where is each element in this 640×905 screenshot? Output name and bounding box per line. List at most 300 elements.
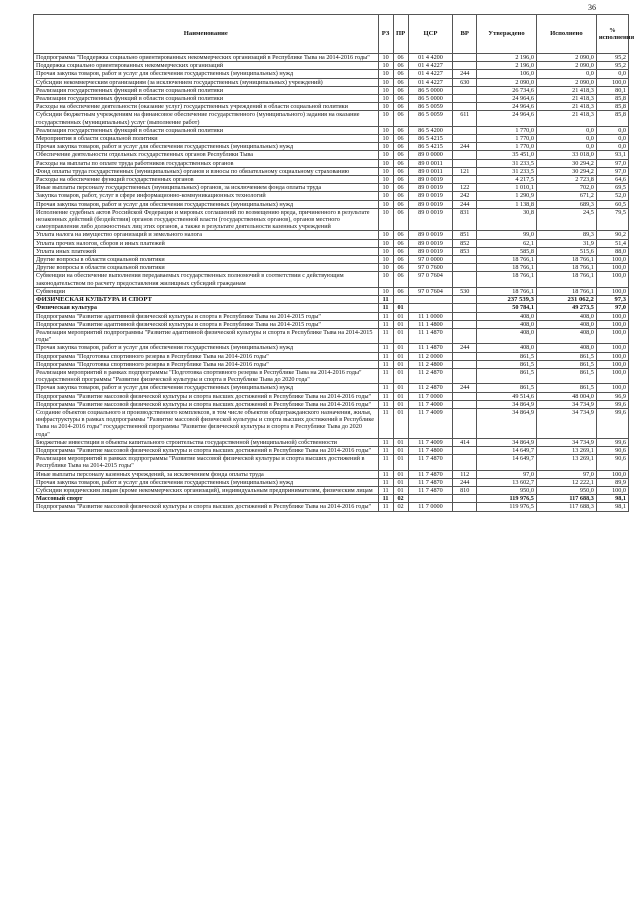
cell-approved: 1 770,0 <box>476 143 536 151</box>
table-row <box>34 159 629 167</box>
cell-executed: 515,6 <box>536 247 596 255</box>
table-row <box>34 446 629 454</box>
cell-rz: 11 <box>378 296 393 304</box>
cell-csr: 11 7 4870 <box>408 486 453 494</box>
cell-percent: 79,5 <box>596 208 628 231</box>
cell-vr <box>453 392 477 400</box>
cell-name: Уплата прочих налогов, сборов и иных платежей <box>34 239 379 247</box>
cell-percent: 0,0 <box>596 70 628 78</box>
cell-csr: 11 2 0000 <box>408 352 453 360</box>
table-row <box>34 192 629 200</box>
cell-percent: 95,2 <box>596 62 628 70</box>
cell-pr: 06 <box>393 151 408 159</box>
cell-vr <box>453 62 477 70</box>
cell-csr: 89 0 0019 <box>408 239 453 247</box>
cell-approved: 31 233,5 <box>476 159 536 167</box>
cell-percent: 85,8 <box>596 111 628 126</box>
table-row <box>34 304 629 312</box>
table-row <box>34 368 629 383</box>
cell-name: Бюджетные инвестиции в объекты капитального строительства государственной (муниципальной) собственности <box>34 438 379 446</box>
table-row <box>34 184 629 192</box>
table-row <box>34 231 629 239</box>
cell-pr: 06 <box>393 264 408 272</box>
cell-name: Прочая закупка товаров, работ и услуг для обеспечения государственных (муниципальных) нужд <box>34 478 379 486</box>
table-row <box>34 78 629 86</box>
cell-rz: 11 <box>378 320 393 328</box>
cell-percent: 100,0 <box>596 344 628 352</box>
cell-name: Прочая закупка товаров, работ и услуг для обеспечения государственных (муниципальных) нужд <box>34 384 379 392</box>
cell-name: Подпрограмма "Развитие массовой физической культуры и спорта высших достижений в Республике Тыва на 2014-2016 годы" <box>34 503 379 511</box>
cell-vr <box>453 272 477 287</box>
cell-executed: 13 269,1 <box>536 455 596 470</box>
cell-name: Субсидии бюджетным учреждениям на финансовое обеспечение государственного (муниципального) задания на оказание государственных (муниципальных) услуг (выполнение работ) <box>34 111 379 126</box>
cell-csr: 97 0 7604 <box>408 272 453 287</box>
cell-csr: 89 0 0019 <box>408 176 453 184</box>
table-row <box>34 256 629 264</box>
table-header-row <box>34 15 629 54</box>
cell-percent: 93,1 <box>596 151 628 159</box>
cell-executed: 18 766,1 <box>536 264 596 272</box>
cell-vr <box>453 320 477 328</box>
cell-approved: 24 964,6 <box>476 103 536 111</box>
cell-vr: 244 <box>453 143 477 151</box>
cell-executed: 2 723,8 <box>536 176 596 184</box>
cell-rz: 10 <box>378 159 393 167</box>
cell-vr: 244 <box>453 200 477 208</box>
table-row <box>34 312 629 320</box>
cell-csr: 86 5 0059 <box>408 111 453 126</box>
cell-approved: 861,5 <box>476 360 536 368</box>
cell-executed: 18 766,1 <box>536 287 596 295</box>
cell-rz: 10 <box>378 167 393 175</box>
cell-executed: 12 222,1 <box>536 478 596 486</box>
cell-rz: 10 <box>378 192 393 200</box>
cell-vr: 853 <box>453 247 477 255</box>
cell-csr: 01 4 4227 <box>408 78 453 86</box>
cell-vr <box>453 400 477 408</box>
cell-rz: 10 <box>378 176 393 184</box>
cell-percent: 99,6 <box>596 408 628 438</box>
cell-name: Закупка товаров, работ, услуг в сфере информационно-коммуникационных технологий <box>34 192 379 200</box>
table-row <box>34 70 629 78</box>
cell-approved: 408,0 <box>476 328 536 343</box>
cell-pr: 01 <box>393 446 408 454</box>
cell-rz: 10 <box>378 86 393 94</box>
cell-rz: 11 <box>378 470 393 478</box>
table-row <box>34 208 629 231</box>
cell-approved: 950,0 <box>476 486 536 494</box>
cell-percent: 90,2 <box>596 231 628 239</box>
cell-rz: 11 <box>378 312 393 320</box>
cell-csr: 11 7 4009 <box>408 408 453 438</box>
table-row <box>34 272 629 287</box>
cell-executed: 861,5 <box>536 384 596 392</box>
cell-executed: 18 766,1 <box>536 256 596 264</box>
cell-pr: 01 <box>393 408 408 438</box>
cell-pr: 06 <box>393 176 408 184</box>
cell-rz: 11 <box>378 384 393 392</box>
cell-name: Реализация мероприятий подпрограммы "Развитие адаптивной физической культуры и спорта в Республике Тыва на 2014-2015 годы" <box>34 328 379 343</box>
cell-name: Расходы на обеспечение функций государственных органов <box>34 176 379 184</box>
cell-approved: 119 976,5 <box>476 495 536 503</box>
cell-vr: 122 <box>453 184 477 192</box>
cell-name: Уплата иных платежей <box>34 247 379 255</box>
cell-pr: 06 <box>393 86 408 94</box>
cell-csr: 01 4 4200 <box>408 54 453 62</box>
cell-csr: 11 7 4870 <box>408 478 453 486</box>
table-row <box>34 328 629 343</box>
cell-vr <box>453 256 477 264</box>
cell-csr <box>408 304 453 312</box>
cell-approved: 30,8 <box>476 208 536 231</box>
cell-csr: 97 0 0000 <box>408 256 453 264</box>
cell-csr: 86 5 0000 <box>408 86 453 94</box>
cell-csr: 11 1 4870 <box>408 344 453 352</box>
cell-name: Субсидии юридическим лицам (кроме некоммерческих организаций), индивидуальным предпринимателям, физическим лицам <box>34 486 379 494</box>
cell-rz: 11 <box>378 408 393 438</box>
cell-rz: 10 <box>378 239 393 247</box>
table-row <box>34 264 629 272</box>
cell-vr: 244 <box>453 344 477 352</box>
cell-csr: 89 0 0011 <box>408 159 453 167</box>
cell-pr: 06 <box>393 239 408 247</box>
cell-csr: 11 7 4870 <box>408 470 453 478</box>
cell-rz: 10 <box>378 184 393 192</box>
cell-csr: 89 0 0019 <box>408 231 453 239</box>
cell-rz: 11 <box>378 486 393 494</box>
cell-pr: 01 <box>393 486 408 494</box>
cell-name: Подпрограмма "Развитие адаптивной физической культуры и спорта в Республике Тыва на 2014-2015 годы" <box>34 312 379 320</box>
cell-rz: 11 <box>378 328 393 343</box>
cell-name: Расходы на выплаты по оплате труда работников государственных органов <box>34 159 379 167</box>
cell-pr: 01 <box>393 360 408 368</box>
cell-vr <box>453 103 477 111</box>
cell-percent: 85,8 <box>596 103 628 111</box>
cell-executed: 0,0 <box>536 70 596 78</box>
table-row <box>34 239 629 247</box>
table-row <box>34 54 629 62</box>
cell-executed: 861,5 <box>536 368 596 383</box>
cell-percent: 100,0 <box>596 320 628 328</box>
cell-percent: 0,0 <box>596 126 628 134</box>
cell-csr: 89 0 0019 <box>408 208 453 231</box>
cell-name: Субсидии некоммерческим организациям (за исключением государственных (муниципальных) учреждений) <box>34 78 379 86</box>
cell-percent: 100,0 <box>596 368 628 383</box>
cell-vr: 244 <box>453 70 477 78</box>
cell-percent: 80,1 <box>596 86 628 94</box>
cell-rz: 10 <box>378 70 393 78</box>
cell-name: Прочая закупка товаров, работ и услуг для обеспечения государственных (муниципальных) нужд <box>34 143 379 151</box>
cell-name: Фонд оплаты труда государственных (муниципальных) органов и взносы по обязательному социальному страхованию <box>34 167 379 175</box>
table-row <box>34 287 629 295</box>
table-row <box>34 86 629 94</box>
cell-vr: 852 <box>453 239 477 247</box>
cell-executed: 408,0 <box>536 320 596 328</box>
cell-csr: 89 0 0019 <box>408 192 453 200</box>
cell-executed: 34 734,9 <box>536 438 596 446</box>
cell-name: Прочая закупка товаров, работ и услуг для обеспечения государственных (муниципальных) нужд <box>34 344 379 352</box>
cell-name: Подпрограмма "Развитие массовой физической культуры и спорта высших достижений в Республике Тыва на 2014-2016 годы" <box>34 400 379 408</box>
cell-executed: 0,0 <box>536 126 596 134</box>
cell-percent: 100,0 <box>596 360 628 368</box>
cell-vr <box>453 54 477 62</box>
cell-percent: 96,9 <box>596 392 628 400</box>
cell-rz: 10 <box>378 272 393 287</box>
cell-rz: 11 <box>378 438 393 446</box>
cell-name: Массовый спорт <box>34 495 379 503</box>
cell-pr: 01 <box>393 344 408 352</box>
cell-csr: 89 0 0019 <box>408 200 453 208</box>
cell-percent: 100,0 <box>596 264 628 272</box>
cell-name: Подпрограмма "Развитие массовой физической культуры и спорта высших достижений в Республике Тыва на 2014-2016 годы" <box>34 446 379 454</box>
table-row <box>34 344 629 352</box>
cell-name: Реализация мероприятий в рамках подпрограммы "Подготовка спортивного резерва в Республике Тыва на 2014-2016 годы" государственной программы "Развитие физической культуры и спорта в Республике Тыва до 2020 года" <box>34 368 379 383</box>
cell-approved: 1 010,1 <box>476 184 536 192</box>
cell-csr: 11 7 0000 <box>408 392 453 400</box>
cell-vr <box>453 446 477 454</box>
header-approved: Утверждено <box>476 15 536 54</box>
cell-rz: 10 <box>378 143 393 151</box>
cell-executed: 24,5 <box>536 208 596 231</box>
cell-rz: 10 <box>378 95 393 103</box>
cell-approved: 18 766,1 <box>476 256 536 264</box>
cell-name: Субвенции на обеспечение выполнения передаваемых государственных полномочий в соответствии с действующим законодательством по расчету предоставления жилищных субсидий гражданам <box>34 272 379 287</box>
cell-name: Подпрограмма "Подготовка спортивного резерва в Республике Тыва на 2014-2016 годы" <box>34 352 379 360</box>
cell-csr: 11 7 4009 <box>408 438 453 446</box>
cell-pr: 01 <box>393 320 408 328</box>
table-row <box>34 503 629 511</box>
cell-percent: 98,1 <box>596 503 628 511</box>
cell-percent: 85,8 <box>596 95 628 103</box>
cell-name: Иные выплаты персоналу государственных (муниципальных) органов, за исключением фонда оплаты труда <box>34 184 379 192</box>
cell-rz: 11 <box>378 478 393 486</box>
cell-vr <box>453 159 477 167</box>
cell-rz: 11 <box>378 495 393 503</box>
cell-csr: 86 5 0000 <box>408 95 453 103</box>
cell-executed: 18 766,1 <box>536 272 596 287</box>
cell-pr <box>393 296 408 304</box>
cell-csr: 01 4 4227 <box>408 70 453 78</box>
cell-name: Подпрограмма "Развитие адаптивной физической культуры и спорта в Республике Тыва на 2014-2015 годы" <box>34 320 379 328</box>
cell-approved: 119 976,5 <box>476 503 536 511</box>
cell-approved: 861,5 <box>476 352 536 360</box>
cell-percent: 52,0 <box>596 192 628 200</box>
cell-executed: 2 090,0 <box>536 62 596 70</box>
cell-vr <box>453 352 477 360</box>
cell-percent: 95,2 <box>596 54 628 62</box>
cell-rz: 11 <box>378 360 393 368</box>
cell-percent: 100,0 <box>596 78 628 86</box>
cell-csr: 11 7 4800 <box>408 446 453 454</box>
cell-csr: 11 1 4870 <box>408 328 453 343</box>
table-row <box>34 478 629 486</box>
cell-percent: 51,4 <box>596 239 628 247</box>
cell-executed: 49 273,5 <box>536 304 596 312</box>
cell-percent: 99,6 <box>596 400 628 408</box>
cell-percent: 100,0 <box>596 328 628 343</box>
cell-name: Подпрограмма "Поддержка социально ориентированных некоммерческих организаций в Республике Тыва на 2014-2016 годы" <box>34 54 379 62</box>
cell-percent: 97,0 <box>596 167 628 175</box>
cell-csr: 11 7 4870 <box>408 455 453 470</box>
table-row <box>34 400 629 408</box>
cell-approved: 237 539,3 <box>476 296 536 304</box>
header-vr: ВР <box>453 15 477 54</box>
cell-vr: 414 <box>453 438 477 446</box>
cell-pr: 06 <box>393 70 408 78</box>
cell-percent: 98,1 <box>596 495 628 503</box>
cell-executed: 689,3 <box>536 200 596 208</box>
table-row <box>34 143 629 151</box>
cell-approved: 18 766,1 <box>476 264 536 272</box>
cell-executed: 0,0 <box>536 143 596 151</box>
cell-name: Реализация мероприятий в рамках подпрограммы "Развитие массовой физической культуры и спорта высших достижений в Республике Тыва на 2014-2015 годы" <box>34 455 379 470</box>
header-name: Наименование <box>34 15 379 54</box>
cell-rz: 11 <box>378 368 393 383</box>
cell-name: Поддержка социально ориентированных некоммерческих организаций <box>34 62 379 70</box>
cell-approved: 2 196,0 <box>476 62 536 70</box>
cell-approved: 13 602,7 <box>476 478 536 486</box>
cell-pr: 01 <box>393 478 408 486</box>
cell-vr <box>453 176 477 184</box>
cell-executed: 30 294,2 <box>536 167 596 175</box>
cell-csr: 11 7 4000 <box>408 400 453 408</box>
cell-executed: 48 004,0 <box>536 392 596 400</box>
cell-approved: 34 864,9 <box>476 438 536 446</box>
cell-vr: 112 <box>453 470 477 478</box>
cell-name: Исполнение судебных актов Российской Федерации и мировых соглашений по возмещению вреда, причиненного в результате незаконных действий (бездействия) органов государственной власти (государственных органов), органов местного самоуправления либо должностных лиц этих органов, а также в результате деятельности казенных учреждений <box>34 208 379 231</box>
cell-rz: 11 <box>378 446 393 454</box>
cell-csr: 86 5 4200 <box>408 126 453 134</box>
cell-executed: 21 418,3 <box>536 95 596 103</box>
table-row <box>34 103 629 111</box>
cell-executed: 671,2 <box>536 192 596 200</box>
cell-executed: 408,0 <box>536 312 596 320</box>
cell-approved: 408,0 <box>476 320 536 328</box>
cell-percent: 99,6 <box>596 438 628 446</box>
page-number: 36 <box>588 3 596 12</box>
cell-csr: 86 5 0059 <box>408 103 453 111</box>
cell-approved: 26 734,6 <box>476 86 536 94</box>
cell-executed: 861,5 <box>536 352 596 360</box>
cell-rz: 11 <box>378 304 393 312</box>
cell-executed: 21 418,3 <box>536 86 596 94</box>
cell-executed: 30 294,2 <box>536 159 596 167</box>
cell-executed: 31,9 <box>536 239 596 247</box>
cell-rz: 10 <box>378 264 393 272</box>
cell-percent: 100,0 <box>596 272 628 287</box>
cell-percent: 100,0 <box>596 470 628 478</box>
cell-pr: 01 <box>393 392 408 400</box>
cell-executed: 231 062,2 <box>536 296 596 304</box>
cell-name: Прочая закупка товаров, работ и услуг для обеспечения государственных (муниципальных) нужд <box>34 200 379 208</box>
cell-name: Подпрограмма "Подготовка спортивного резерва в Республике Тыва на 2014-2016 годы" <box>34 360 379 368</box>
cell-rz: 10 <box>378 111 393 126</box>
cell-executed: 33 018,0 <box>536 151 596 159</box>
cell-rz: 11 <box>378 400 393 408</box>
cell-approved: 99,0 <box>476 231 536 239</box>
cell-name: Иные выплаты персоналу казенных учреждений, за исключением фонда оплаты труда <box>34 470 379 478</box>
cell-vr: 244 <box>453 384 477 392</box>
cell-percent: 100,0 <box>596 486 628 494</box>
cell-rz: 11 <box>378 503 393 511</box>
cell-executed: 117 688,3 <box>536 495 596 503</box>
cell-pr: 01 <box>393 400 408 408</box>
table-row <box>34 438 629 446</box>
cell-vr <box>453 368 477 383</box>
cell-name: Реализация государственных функций в области социальной политики <box>34 95 379 103</box>
cell-approved: 106,0 <box>476 70 536 78</box>
cell-vr: 831 <box>453 208 477 231</box>
cell-pr: 01 <box>393 304 408 312</box>
cell-percent: 100,0 <box>596 384 628 392</box>
cell-executed: 89,3 <box>536 231 596 239</box>
table-row <box>34 126 629 134</box>
cell-pr: 06 <box>393 95 408 103</box>
cell-rz: 11 <box>378 455 393 470</box>
table-row <box>34 62 629 70</box>
cell-vr <box>453 408 477 438</box>
cell-pr: 06 <box>393 287 408 295</box>
cell-percent: 100,0 <box>596 352 628 360</box>
cell-rz: 10 <box>378 256 393 264</box>
cell-percent: 0,0 <box>596 135 628 143</box>
cell-vr: 244 <box>453 478 477 486</box>
cell-executed: 117 688,3 <box>536 503 596 511</box>
table-row <box>34 320 629 328</box>
cell-executed: 702,0 <box>536 184 596 192</box>
cell-approved: 1 290,9 <box>476 192 536 200</box>
table-row <box>34 360 629 368</box>
cell-percent: 89,9 <box>596 478 628 486</box>
cell-vr <box>453 328 477 343</box>
cell-approved: 4 217,5 <box>476 176 536 184</box>
table-row <box>34 176 629 184</box>
cell-executed: 861,5 <box>536 360 596 368</box>
cell-pr: 06 <box>393 167 408 175</box>
cell-executed: 13 269,1 <box>536 446 596 454</box>
cell-csr: 86 5 4215 <box>408 135 453 143</box>
cell-pr: 06 <box>393 272 408 287</box>
cell-vr <box>453 312 477 320</box>
cell-vr: 530 <box>453 287 477 295</box>
table-row <box>34 111 629 126</box>
cell-rz: 10 <box>378 62 393 70</box>
cell-executed: 2 090,0 <box>536 78 596 86</box>
cell-executed: 21 418,3 <box>536 111 596 126</box>
cell-approved: 31 233,5 <box>476 167 536 175</box>
cell-name: ФИЗИЧЕСКАЯ КУЛЬТУРА И СПОРТ <box>34 296 379 304</box>
cell-name: Другие вопросы в области социальной политики <box>34 264 379 272</box>
cell-pr: 06 <box>393 111 408 126</box>
cell-vr: 851 <box>453 231 477 239</box>
cell-percent: 64,6 <box>596 176 628 184</box>
cell-csr: 01 4 4227 <box>408 62 453 70</box>
cell-percent: 88,0 <box>596 247 628 255</box>
cell-pr: 01 <box>393 352 408 360</box>
cell-name: Обеспечение деятельности отдельных государственных органов Республики Тыва <box>34 151 379 159</box>
cell-rz: 10 <box>378 103 393 111</box>
cell-percent: 69,5 <box>596 184 628 192</box>
cell-pr: 06 <box>393 159 408 167</box>
table-row <box>34 455 629 470</box>
cell-vr <box>453 126 477 134</box>
table-row <box>34 135 629 143</box>
cell-approved: 1 770,0 <box>476 126 536 134</box>
table-row <box>34 408 629 438</box>
cell-approved: 49 514,6 <box>476 392 536 400</box>
cell-pr: 01 <box>393 368 408 383</box>
header-rz: РЗ <box>378 15 393 54</box>
